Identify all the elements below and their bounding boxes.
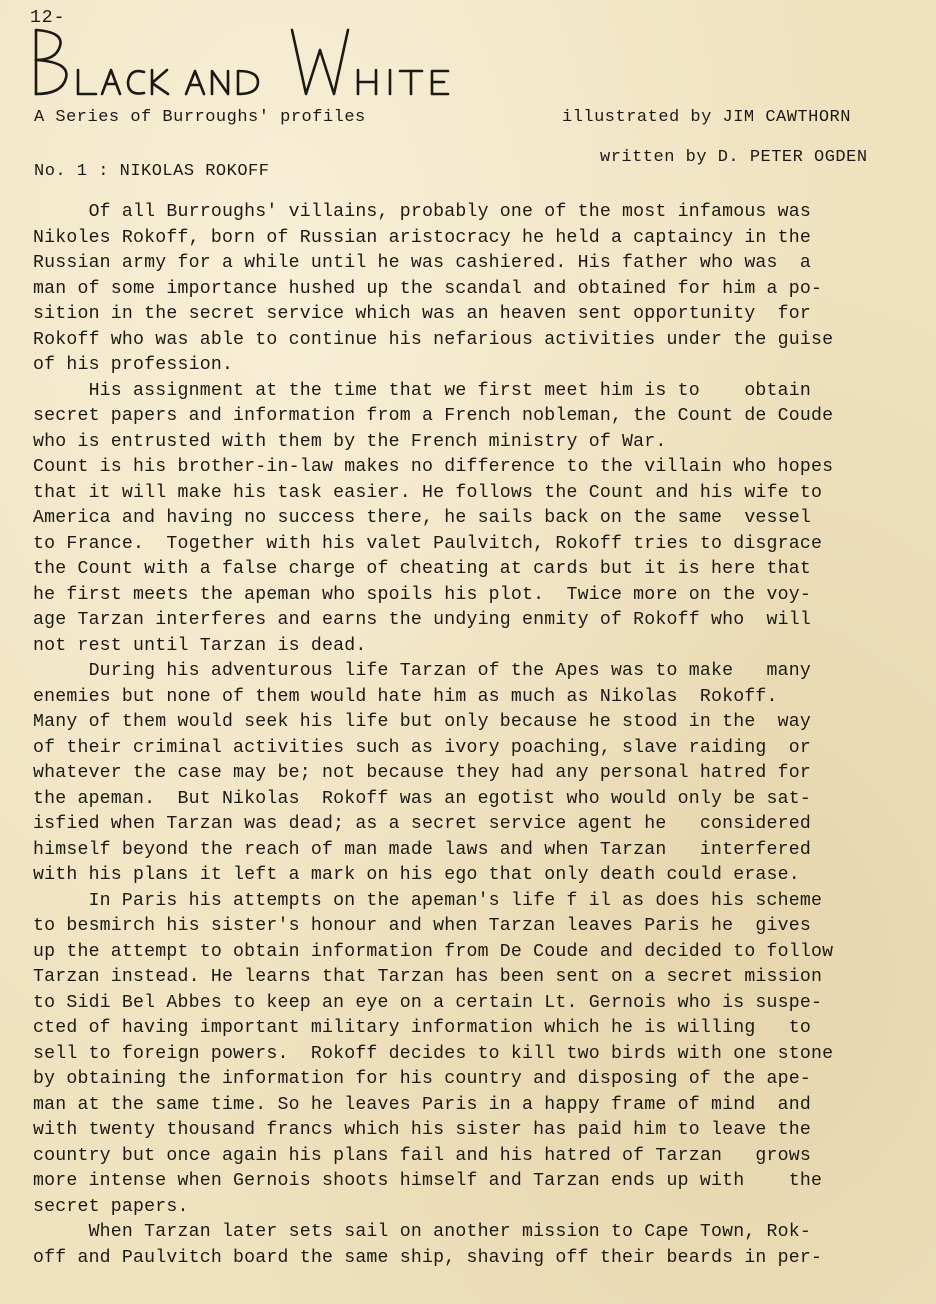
body-line: sell to foreign powers. Rokoff decides to kill two birds with one stone	[33, 1043, 834, 1064]
body-line: that it will make his task easier. He follows the Count and his wife to	[33, 482, 823, 503]
body-line: himself beyond the reach of man made laws and when Tarzan interfered	[33, 839, 811, 860]
body-line: the apeman. But Nikolas Rokoff was an egotist who would only be sat-	[33, 788, 811, 809]
body-line: When Tarzan later sets sail on another mission to Cape Town, Rok-	[33, 1222, 811, 1242]
body-line: secret papers and information from a French nobleman, the Count de Coude	[33, 406, 834, 426]
body-line: cted of having important military information which he is willing to	[33, 1018, 811, 1038]
body-line: country but once again his plans fail and his hatred of Tarzan grows	[33, 1145, 811, 1166]
body-line: the Count with a false charge of cheating at cards but it is here that	[33, 559, 811, 579]
body-line: secret papers.	[33, 1196, 189, 1217]
body-line: isfied when Tarzan was dead; as a secret service agent he considered	[33, 814, 811, 834]
body-line: up the attempt to obtain information from De Coude and decided to follow	[33, 941, 834, 962]
body-line: age Tarzan interferes and earns the undying enmity of Rokoff who will	[33, 610, 811, 630]
profile-heading: No. 1 : NIKOLAS ROKOFF	[34, 162, 270, 181]
body-line: by obtaining the information for his country and disposing of the ape-	[33, 1069, 811, 1089]
body-line: His assignment at the time that we first meet him is to obtain	[33, 380, 811, 401]
body-line: Russian army for a while until he was cashiered. His father who was a	[33, 253, 811, 273]
body-line: Count is his brother-in-law makes no difference to the villain who hopes	[33, 457, 834, 477]
body-line: Of all Burroughs' villains, probably one of the most infamous was	[33, 202, 811, 222]
body-line: of their criminal activities such as ivory poaching, slave raiding or	[33, 737, 811, 758]
body-line: not rest until Tarzan is dead.	[33, 635, 367, 656]
body-line: Rokoff who was able to continue his nefarious activities under the guise	[33, 329, 834, 350]
body-line: to France. Together with his valet Paulvitch, Rokoff tries to disgrace	[33, 533, 823, 554]
body-line: to besmirch his sister's honour and when Tarzan leaves Paris he gives	[33, 916, 811, 936]
body-line: sition in the secret service which was an heaven sent opportunity for	[33, 304, 811, 324]
body-line: In Paris his attempts on the apeman's life f il as does his scheme	[33, 890, 823, 911]
body-line: Nikoles Rokoff, born of Russian aristocracy he held a captaincy in the	[33, 227, 811, 248]
body-line: man of some importance hushed up the scandal and obtained for him a po-	[33, 278, 823, 299]
body-line: with twenty thousand francs which his sister has paid him to leave the	[33, 1120, 811, 1140]
body-line: man at the same time. So he leaves Paris in a happy frame of mind and	[33, 1094, 811, 1115]
body-line: more intense when Gernois shoots himself and Tarzan ends up with the	[33, 1171, 823, 1191]
title-black-and-white	[30, 26, 460, 104]
illustrator-credit: illustrated by JIM CAWTHORN	[562, 108, 851, 127]
series-subtitle: A Series of Burroughs' profiles	[34, 108, 366, 127]
body-line: During his adventurous life Tarzan of the Apes was to make many	[33, 661, 811, 681]
body-line: enemies but none of them would hate him as much as Nikolas Rokoff.	[33, 686, 778, 707]
body-line: to Sidi Bel Abbes to keep an eye on a certain Lt. Gernois who is suspe-	[33, 992, 823, 1013]
body-line: with his plans it left a mark on his ego that only death could erase.	[33, 865, 800, 885]
hand-lettered-title	[30, 26, 460, 104]
body-line: of his profession.	[33, 355, 234, 375]
body-line: who is entrusted with them by the French ministry of War.	[33, 431, 667, 452]
article-body	[33, 200, 917, 1271]
body-line: Many of them would seek his life but only because he stood in the way	[33, 712, 811, 732]
page-number: 12-	[30, 8, 66, 28]
body-line: off and Paulvitch board the same ship, shaving off their beards in per-	[33, 1247, 823, 1268]
body-line: Tarzan instead. He learns that Tarzan has been sent on a secret mission	[33, 967, 823, 987]
author-credit: written by D. PETER OGDEN	[600, 148, 868, 167]
body-line: whatever the case may be; not because they had any personal hatred for	[33, 763, 811, 783]
body-line: America and having no success there, he sails back on the same vessel	[33, 508, 811, 528]
body-line: he first meets the apeman who spoils his plot. Twice more on the voy-	[33, 584, 811, 605]
